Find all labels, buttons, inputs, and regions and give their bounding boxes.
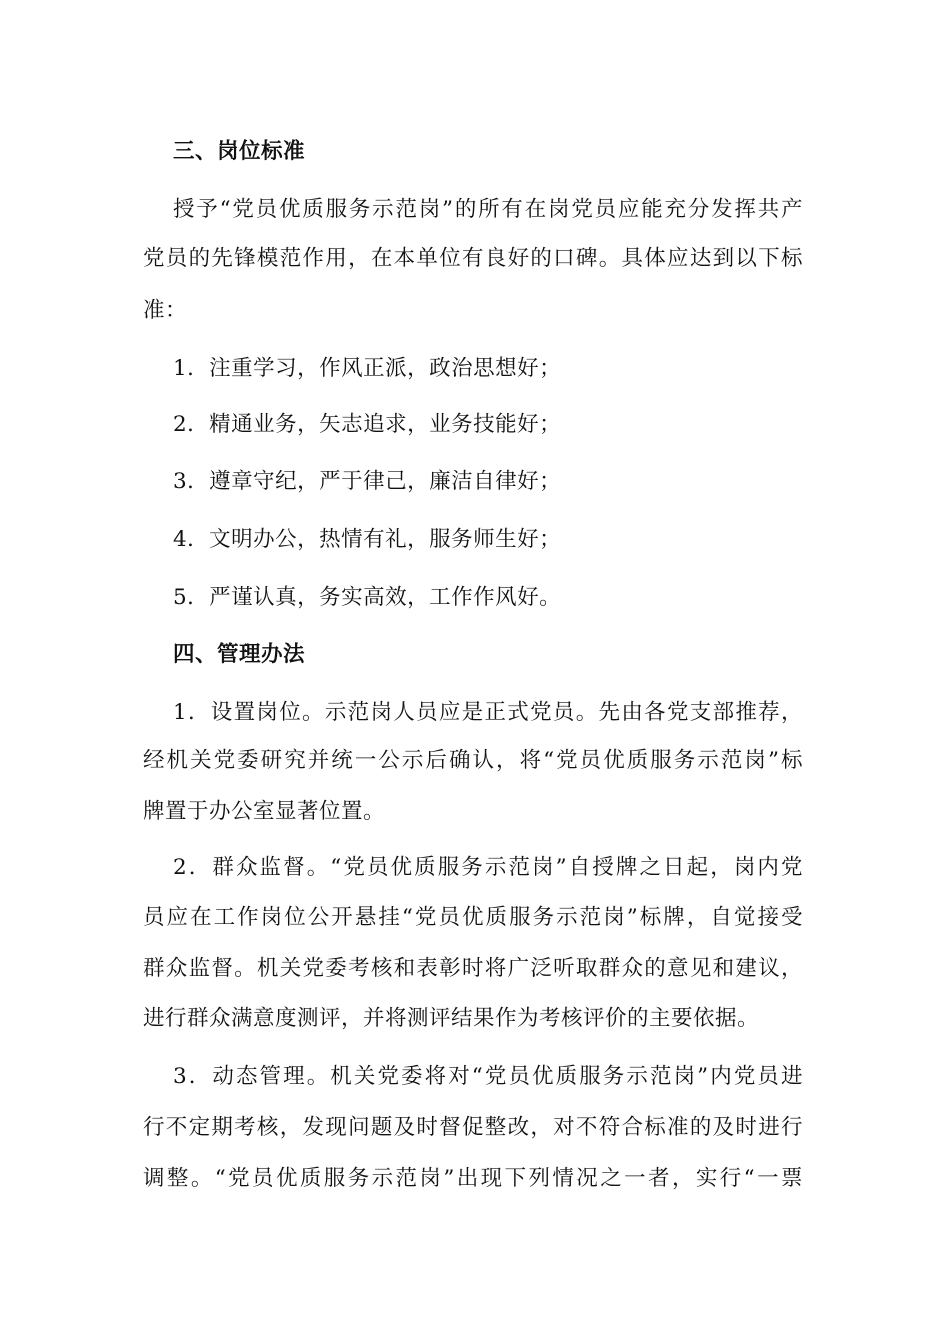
- paragraph-line: 群众监督。机关党委考核和表彰时将广泛听取群众的意见和建议，: [143, 956, 803, 981]
- section-heading-standards: 三、岗位标准: [173, 139, 306, 164]
- paragraph-line: 党员的先锋模范作用，在本单位有良好的口碑。具体应达到以下标: [143, 246, 803, 271]
- list-item: 4．文明办公，热情有礼，服务师生好；: [173, 527, 562, 552]
- paragraph-line: 准：: [143, 298, 188, 323]
- list-item: 1．注重学习，作风正派，政治思想好；: [173, 356, 562, 381]
- list-item: 5．严谨认真，务实高效，工作作风好。: [173, 585, 562, 610]
- paragraph-line: 1．设置岗位。示范岗人员应是正式党员。先由各党支部推荐，: [173, 700, 803, 725]
- section-heading-management: 四、管理办法: [173, 642, 306, 667]
- paragraph-line: 牌置于办公室显著位置。: [143, 799, 386, 824]
- paragraph-line: 行不定期考核，发现问题及时督促整改，对不符合标准的及时进行: [143, 1115, 803, 1140]
- paragraph-line: 员应在工作岗位公开悬挂“党员优质服务示范岗”标牌，自觉接受: [143, 905, 803, 930]
- list-item: 2．精通业务，矢志追求，业务技能好；: [173, 412, 562, 437]
- paragraph-line: 3．动态管理。机关党委将对“党员优质服务示范岗”内党员进: [173, 1064, 803, 1089]
- list-item: 3．遵章守纪，严于律己，廉洁自律好；: [173, 469, 562, 494]
- paragraph-line: 2．群众监督。“党员优质服务示范岗”自授牌之日起，岗内党: [173, 855, 803, 880]
- paragraph-line: 经机关党委研究并统一公示后确认，将“党员优质服务示范岗”标: [143, 748, 803, 773]
- paragraph-line: 进行群众满意度测评，并将测评结果作为考核评价的主要依据。: [143, 1006, 760, 1031]
- paragraph-line: 调整。“党员优质服务示范岗”出现下列情况之一者，实行“一票: [143, 1166, 803, 1191]
- paragraph-line: 授予“党员优质服务示范岗”的所有在岗党员应能充分发挥共产: [173, 197, 803, 222]
